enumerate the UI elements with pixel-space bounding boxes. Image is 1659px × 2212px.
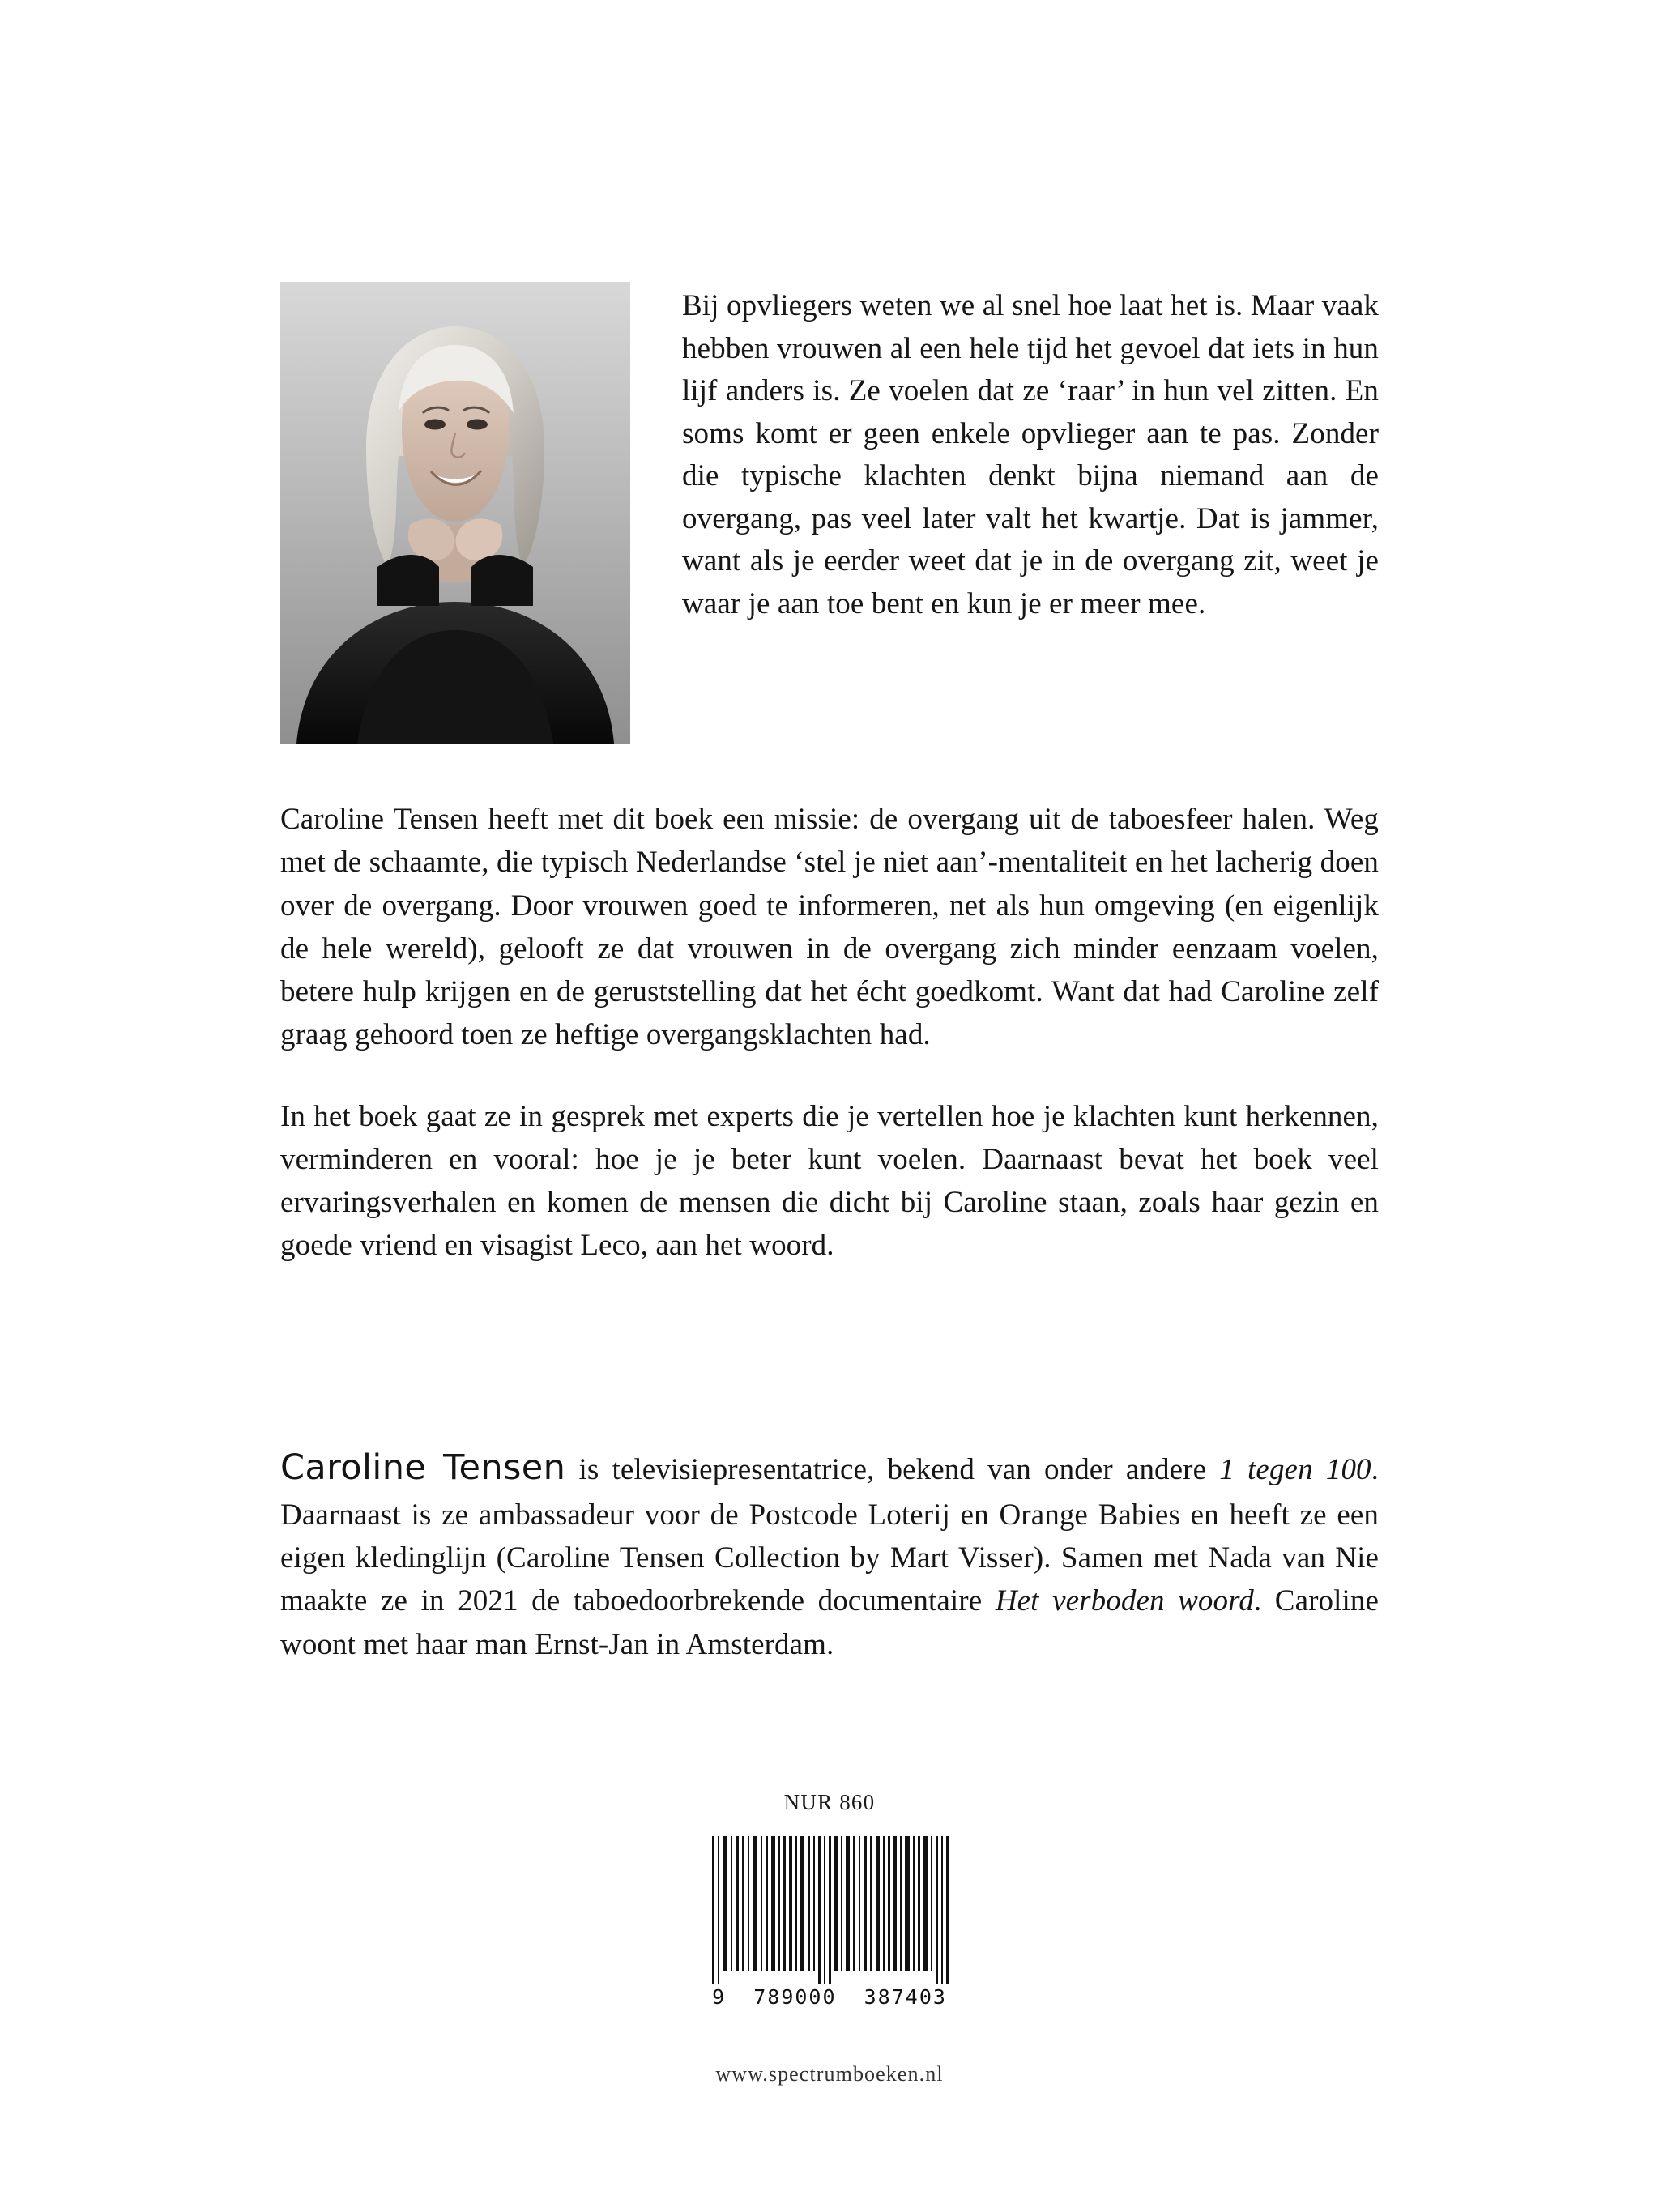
tv-show-title: 1 tegen 100 [1219,1453,1371,1486]
body-paragraph-2: In het boek gaat ze in gesprek met experts die je vertellen hoe je klachten kunt herkennen, verminderen en vooral: hoe je je beter kunt voelen. Daarnaast bevat het boek veel ervaringsverhalen en komen de mensen die dicht bij Caroline staan, zoals haar gezin en goede vriend en visagist Leco, aan het woord. [280,1099,1379,1263]
author-photo-image [280,282,630,744]
author-name: Caroline Tensen [280,1447,566,1488]
intro-section [280,282,1379,744]
documentary-title: Het verboden woord [995,1584,1254,1618]
barcode-bars [707,1836,952,1984]
bio-text-part-1: is televisiepresentatrice, bekend van onder andere [565,1453,1220,1486]
bio-section [280,1443,1379,1666]
barcode-digits: 9 789000 387403 [712,1985,947,2009]
body-section [280,798,1379,1268]
author-photo [280,282,630,744]
publisher-website: www.spectrumboeken.nl [715,2062,944,2086]
bio-paragraph [280,1443,1379,1666]
bio-text-part-2: . Daarnaast is ze ambassadeur voor de Postcode Loterij en Orange Babies en heeft ze een eigen kledinglijn (Caroline Tensen Collection by Mart Visser). Samen met Nada van Nie maakte ze in 2021 de taboedoorbrekende documentaire [280,1453,1379,1618]
footer-section [0,1790,1659,2086]
bio-text-part-3: . Caroline woont met haar man Ernst-Jan in Amsterdam. [280,1584,1380,1661]
body-paragraph-1: Caroline Tensen heeft met dit boek een missie: de overgang uit de taboesfeer halen. Weg met de schaamte, die typisch Nederlandse ‘stel je niet aan’-mentaliteit en het lacherig doen over de overgang. Door vrouwen goed te informeren, net als hun omgeving (en eigenlijk de hele wereld), gelooft ze dat vrouwen in de overgang zich minder eenzaam voelen, betere hulp krijgen en de geruststelling dat het écht goedkomt. Want dat had Caroline zelf graag gehoord toen ze heftige overgangsklachten had. [280,803,1379,1052]
intro-paragraph: Bij opvliegers weten we al snel hoe laat het is. Maar vaak hebben vrouwen al een hele tijd het gevoel dat iets in hun lijf anders is. Ze voelen dat ze ‘raar’ in hun vel zitten. En soms komt er geen enkele opvlieger aan te pas. Zonder die typische klachten denkt bijna niemand aan de overgang, pas veel later valt het kwartje. Dat is jammer, want als je eerder weet dat je in de overgang zit, weet je waar je aan toe bent en kun je er meer mee. [682,289,1379,620]
nur-code: NUR 860 [783,1790,876,1814]
barcode [696,1828,963,2012]
